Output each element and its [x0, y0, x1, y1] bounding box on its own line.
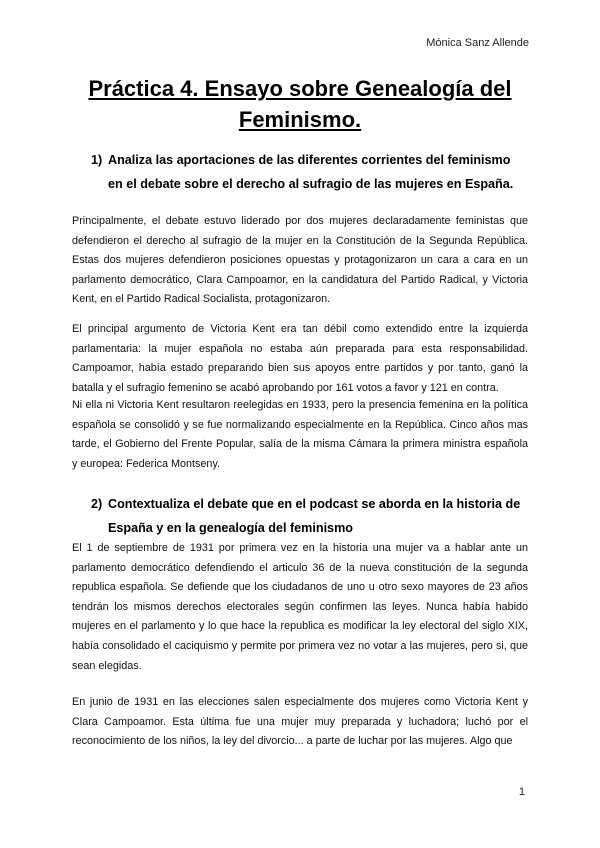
question-2-number: 2)	[91, 497, 103, 511]
question-2-text: Contextualiza el debate que en el podcast se aborda en la historia de España y en la genealogía del feminismo	[108, 497, 521, 535]
question-1-text: Analiza las aportaciones de las diferentes corrientes del feminismo en el debate sobre el derecho al sufragio de las mujeres en España.	[108, 153, 514, 191]
paragraph-5: En junio de 1931 en las elecciones salen especialmente dos mujeres como Victoria Kent y Clara Campoamor. Esta última fue una mujer muy preparada y luchadora; luchó por el reconocimiento de los niños, la ley del divorcio... a parte de luchar por las mujeres. Algo que	[72, 696, 528, 748]
question-1-number: 1)	[91, 153, 103, 167]
question-1	[91, 148, 528, 196]
paragraph-3: Ni ella ni Victoria Kent resultaron reelegidas en 1933, pero la presencia femenina en la política española se consolidó y se fue normalizando especialmente en la República. Cinco años mas tarde, el Gobierno del Frente Popular, salía de la misma Cámara la primera ministra española y europea: Federica Montseny.	[72, 399, 528, 470]
header-author: Mónica Sanz Allende	[426, 37, 529, 49]
paragraph-4: El 1 de septiembre de 1931 por primera vez en la historia una mujer va a hablar ante un parlamento democrático defendiendo el articulo 36 de la nueva constitución de la segunda republica española. Se defiende que los ciudadanos de uno u otro sexo mayores de 23 años tendrán los mismos derechos electorales según confirmen las leyes. Nunca había habido mujeres en el parlamento y lo que hace la republica es modificar la ley electoral del siglo XIX, había consolidado el caciquismo y permite por primera vez no votar a las mujeres, pero si, que sean elegidas.	[72, 542, 528, 672]
page-number: 1	[518, 786, 525, 798]
page-title: Práctica 4. Ensayo sobre Genealogía del Feminismo.	[88, 76, 512, 132]
question-2	[91, 492, 528, 540]
paragraph-2: El principal argumento de Victoria Kent era tan débil como extendido entre la izquierda parlamentaria: la mujer española no estaba aún preparada para esta responsabilidad. Campoamor, había estado preparando bien sus apoyos entre partidos y por tanto, ganó la batalla y el sufragio femenino se acabó aprobando por 161 votos a favor y 121 en contra.	[72, 323, 528, 394]
paragraph-1: Principalmente, el debate estuvo liderado por dos mujeres declaradamente feministas que defendieron el derecho al sufragio de la mujer en la Constitución de la Segunda República. Estas dos mujeres defendieron posiciones opuestas y protagonizaron un cara a cara en un parlamento democrático, Clara Campoamor, en la candidatura del Partido Radical, y Victoria Kent, en el Partido Radical Socialista, protagonizaron.	[72, 215, 528, 306]
